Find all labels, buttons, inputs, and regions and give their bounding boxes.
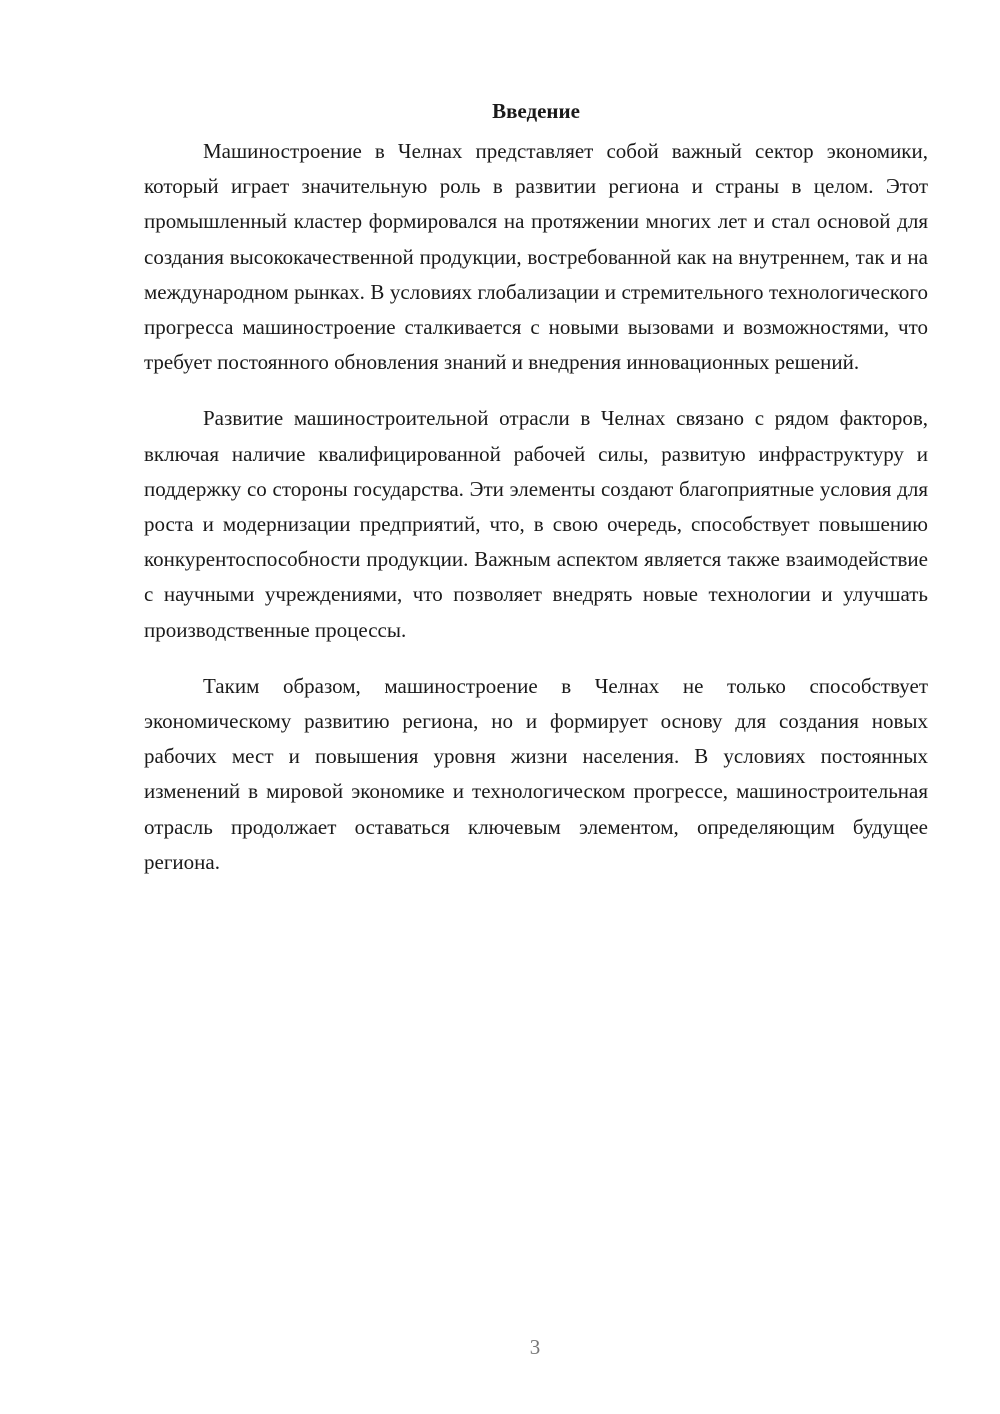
paragraph-2: Развитие машиностроительной отрасли в Челнах связано с рядом факторов, включая наличие квалифицированной рабочей силы, развитую инфраструктуру и поддержку со стороны государства. Эти элементы создают благоприятные условия для роста и модернизации предприятий, что, в свою очередь, способствует повышению конкурентоспособности продукции. Важным аспектом является также взаимодействие с научными учреждениями, что позволяет внедрять новые технологии и улучшать производственные процессы. <box>144 406 928 642</box>
paragraph-3: Таким образом, машиностроение в Челнах не только способствует экономическому развитию региона, но и формирует основу для создания новых рабочих мест и повышения уровня жизни населения. В условиях постоянных изменений в мировой экономике и технологическом прогрессе, машиностроительная отрасль продолжает оставаться ключевым элементом, определяющим будущее региона. <box>144 673 928 874</box>
page-content <box>144 96 928 901</box>
page-number: 3 <box>529 1335 541 1359</box>
paragraph-1: Машиностроение в Челнах представляет собой важный сектор экономики, который играет значительную роль в развитии региона и страны в целом. Этот промышленный кластер формировался на протяжении многих лет и стал основой для создания высококачественной продукции, востребованной как на внутреннем, так и на международном рынках. В условиях глобализации и стремительного технологического прогресса машиностроение сталкивается с новыми вызовами и возможностями, что требует постоянного обновления знаний и внедрения инновационных решений. <box>144 139 928 375</box>
section-title: Введение <box>492 99 580 123</box>
